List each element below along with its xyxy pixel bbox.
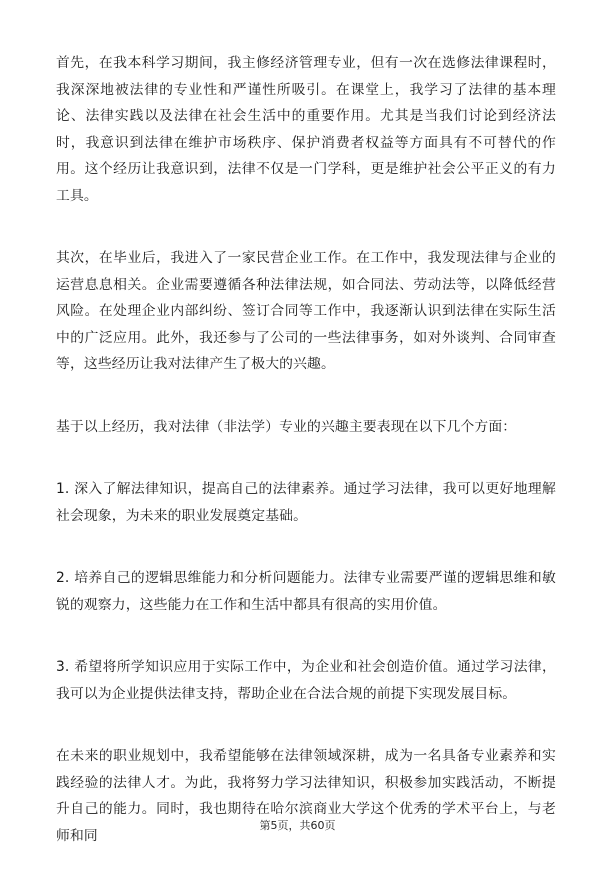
list-item-1: 1. 深入了解法律知识，提高自己的法律素养。通过学习法律，我可以更好地理解社会现象，为未来的职业发展奠定基础。 — [56, 481, 556, 524]
list-item-3: 3. 希望将所学知识应用于实际工作中，为企业和社会创造价值。通过学习法律，我可以为企业提供法律支持，帮助企业在合法合规的前提下实现发展目标。 — [56, 659, 556, 702]
paragraph-2: 其次，在毕业后，我进入了一家民营企业工作。在工作中，我发现法律与企业的运营息息相关。企业需要遵循各种法律法规，如合同法、劳动法等，以降低经营风险。在处理企业内部纠纷、签订合同等工作中，我逐渐认识到法律在实际生活中的广泛应用。此外，我还参与了公司的一些法律事务，如对外谈判、合同审查等，这些经历让我对法律产生了极大的兴趣。 — [56, 250, 556, 372]
list-item-2: 2. 培养自己的逻辑思维能力和分析问题能力。法律专业需要严谨的逻辑思维和敏锐的观察力，这些能力在工作和生活中都具有很高的实用价值。 — [56, 570, 556, 613]
paragraph-4: 在未来的职业规划中，我希望能够在法律领域深耕，成为一名具备专业素养和实践经验的法律人才。为此，我将努力学习法律知识，积极参加实践活动，不断提升自己的能力。同时，我也期待在哈尔滨商业大学这个优秀的学术平台上，与老师和同 — [56, 748, 556, 844]
page-number: 第5页，共60页 — [259, 819, 336, 832]
document-body — [56, 50, 556, 885]
paragraph-1: 首先，在我本科学习期间，我主修经济管理专业，但有一次在选修法律课程时，我深深地被法律的专业性和严谨性所吸引。在课堂上，我学习了法律的基本理论、法律实践以及法律在社会生活中的重要作用。尤其是当我们讨论到经济法时，我意识到法律在维护市场秩序、保护消费者权益等方面具有不可替代的作用。这个经历让我意识到，法律不仅是一门学科，更是维护社会公平正义的有力工具。 — [56, 55, 556, 204]
paragraph-3: 基于以上经历，我对法律（非法学）专业的兴趣主要表现在以下几个方面： — [56, 418, 517, 435]
